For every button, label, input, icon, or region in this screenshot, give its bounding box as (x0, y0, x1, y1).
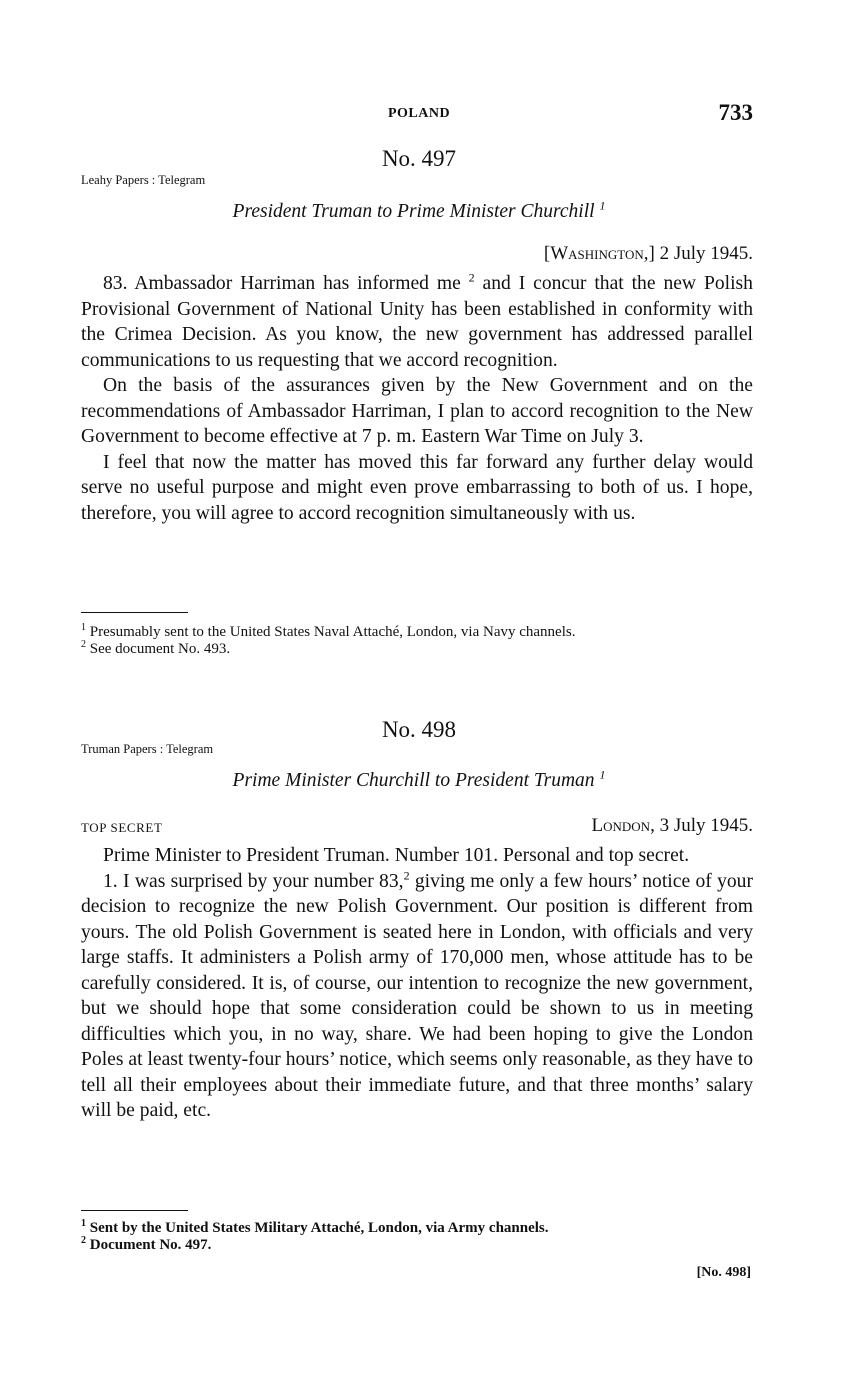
body-paragraph: I feel that now the matter has moved this far forward any further delay would serve no useful purpose and might even prove embarrassing to both of us. I hope, therefore, you will agree to accord recognition simultaneously with us. (81, 451, 753, 524)
dateline-place: Washington, (550, 243, 649, 264)
dateline-date: 2 July 1945. (654, 243, 753, 264)
footnote-rule (81, 612, 188, 613)
footnote-ref: 2 (403, 867, 410, 882)
footnote-ref: 1 (599, 198, 606, 213)
document-title (0, 198, 838, 223)
footnote-mark: 2 (81, 1235, 86, 1246)
page-number: 733 (718, 100, 753, 125)
paragraph-text: giving me only a few hours’ notice of your decision to recognize the new Polish Government. Our position is different from yours. The old Polish Government is seated here in London, with officials and very large staffs. It administers a Polish army of 170,000 men, whose attitude has to be carefully considered. It is, of course, our intention to recognize the new government, but we should hope that some consideration could be shown to us in meeting difficulties which you, in no way, share. We had been hoping to give the London Poles at least twenty-four hours’ notice, which seems only reasonable, as they have to tell all their employees about their immediate future, and that three months’ salary will be paid, etc. (81, 870, 753, 1121)
body-paragraph (81, 271, 753, 373)
body-paragraph (81, 869, 753, 1124)
document-body (81, 843, 753, 1124)
footnote-rule (81, 1210, 188, 1211)
dateline-place: London, (591, 815, 655, 836)
dateline (544, 243, 753, 265)
document-source: Leahy Papers : Telegram (81, 173, 206, 187)
footnote-text: Presumably sent to the United States Naval Attaché, London, via Navy channels. (86, 624, 576, 640)
paragraph-text: and I concur that the new Polish Provisional Government of National Unity has been established in conformity with the Crimea Decision. As you know, the new government has addressed parallel communications to us requesting that we accord recognition. (81, 273, 753, 371)
footnote-text: Document No. 497. (86, 1237, 212, 1253)
footnote-ref: 1 (599, 767, 606, 782)
body-paragraph: On the basis of the assurances given by the New Government and on the recommendations of Ambassador Harriman, I plan to accord recognition to the New Government to become effective at 7 p. m. Eastern War Time on July 3. (81, 375, 753, 447)
date-bracket-close: ] (648, 243, 655, 264)
footnote-ref: 2 (468, 270, 475, 285)
classification: TOP SECRET (81, 820, 163, 835)
footnote-mark: 1 (81, 622, 86, 633)
document-title-text: Prime Minister Churchill to President Truman (232, 770, 595, 791)
footnote-text: See document No. 493. (86, 641, 231, 657)
footnotes (81, 624, 753, 658)
document-body (81, 271, 753, 526)
footnote (81, 1237, 753, 1254)
dateline (592, 815, 753, 837)
document-title (0, 767, 838, 792)
footnote (81, 624, 753, 641)
document-title-text: President Truman to Prime Minister Churchill (232, 201, 595, 222)
running-title: POLAND (387, 106, 451, 121)
body-paragraph: Prime Minister to President Truman. Number 101. Personal and top secret. (103, 845, 690, 866)
paragraph-text: 1. I was surprised by your number 83, (103, 870, 404, 892)
footnote-text: Sent by the United States Military Attaché, London, via Army channels. (86, 1220, 549, 1236)
footnote (81, 641, 753, 658)
date-bracket-open: [ (543, 243, 551, 264)
document-number: No. 498 (381, 717, 457, 742)
footnote-mark: 2 (81, 639, 86, 650)
document-number: No. 497 (381, 146, 457, 171)
footnote-mark: 1 (81, 1218, 86, 1229)
footnote (81, 1220, 753, 1237)
catchword: [No. 498] (696, 1265, 751, 1280)
document-source: Truman Papers : Telegram (81, 742, 214, 756)
paragraph-text: 83. Ambassador Harriman has informed me (103, 273, 461, 294)
dateline-date: 3 July 1945. (654, 815, 753, 836)
footnotes (81, 1220, 753, 1254)
